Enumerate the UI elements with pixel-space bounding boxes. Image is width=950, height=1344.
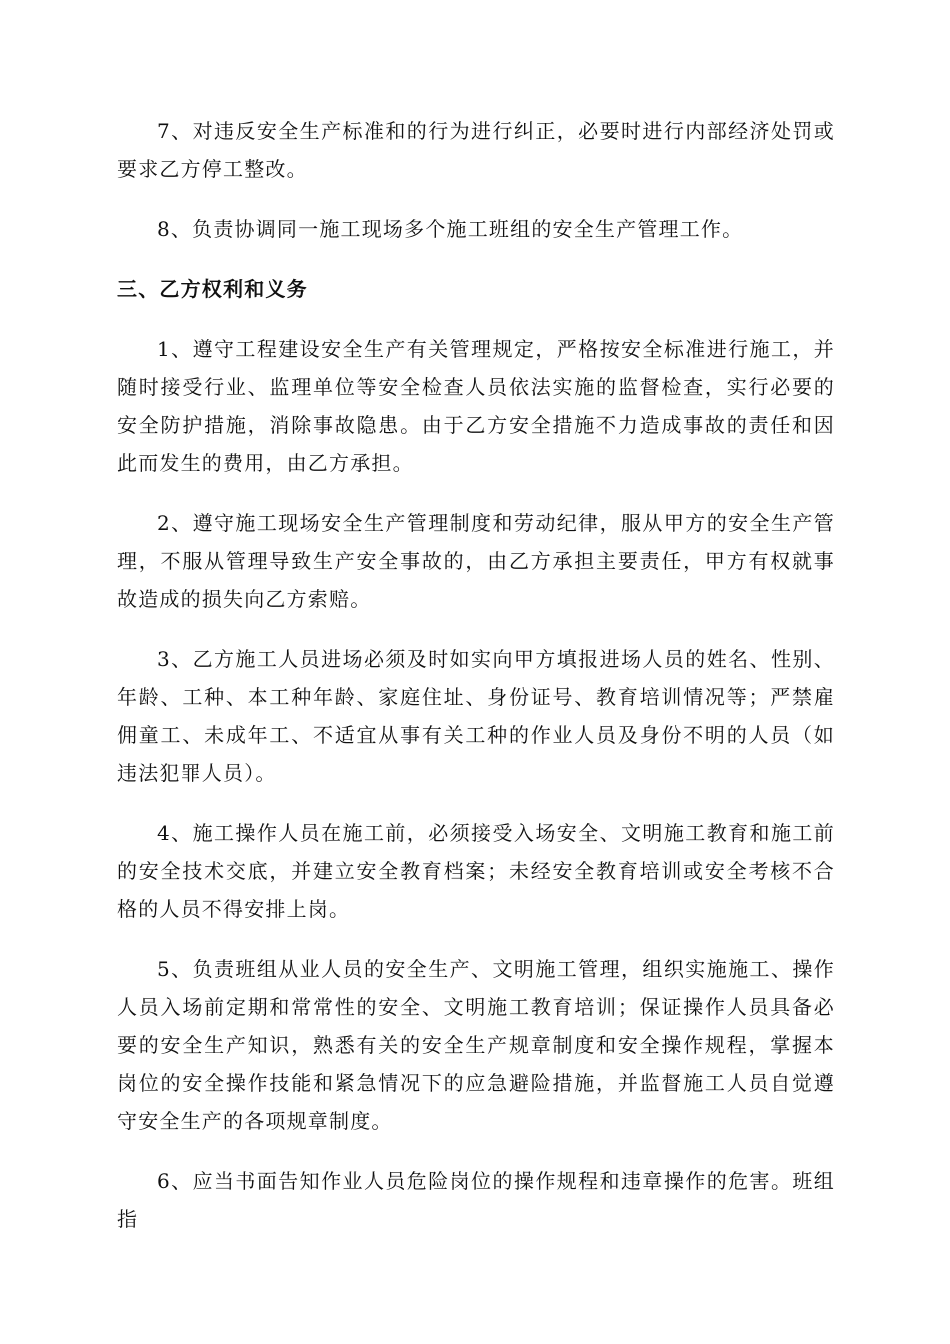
obligation-4-paragraph: 4、施工操作人员在施工前，必须接受入场安全、文明施工教育和施工前的安全技术交底，并建立安全教育档案；未经安全教育培训或安全考核不合格的人员不得安排上岗。	[117, 821, 835, 921]
clause-8-paragraph: 8、负责协调同一施工现场多个施工班组的安全生产管理工作。	[157, 217, 744, 241]
obligation-2-paragraph: 2、遵守施工现场安全生产管理制度和劳动纪律，服从甲方的安全生产管理，不服从管理导致生产安全事故的，由乙方承担主要责任，甲方有权就事故造成的损失向乙方索赔。	[117, 511, 835, 611]
document-body	[117, 112, 835, 1256]
section-heading: 三、乙方权利和义务	[117, 277, 308, 301]
obligation-5-paragraph: 5、负责班组从业人员的安全生产、文明施工管理，组织实施施工、操作人员入场前定期和常常性的安全、文明施工教育培训；保证操作人员具备必要的安全生产知识，熟悉有关的安全生产规章制度和安全操作规程，掌握本岗位的安全操作技能和紧急情况下的应急避险措施，并监督施工人员自觉遵守安全生产的各项规章制度。	[117, 957, 835, 1133]
obligation-1-paragraph: 1、遵守工程建设安全生产有关管理规定，严格按安全标准进行施工，并随时接受行业、监理单位等安全检查人员依法实施的监督检查，实行必要的安全防护措施，消除事故隐患。由于乙方安全措施不力造成事故的责任和因此而发生的费用，由乙方承担。	[117, 337, 835, 475]
clause-7-paragraph: 7、对违反安全生产标准和的行为进行纠正，必要时进行内部经济处罚或要求乙方停工整改。	[117, 119, 835, 181]
obligation-3-paragraph: 3、乙方施工人员进场必须及时如实向甲方填报进场人员的姓名、性别、年龄、工种、本工种年龄、家庭住址、身份证号、教育培训情况等；严禁雇佣童工、未成年工、不适宜从事有关工种的作业人员及身份不明的人员（如违法犯罪人员）。	[117, 647, 835, 785]
obligation-6-paragraph: 6、应当书面告知作业人员危险岗位的操作规程和违章操作的危害。班组指	[117, 1169, 835, 1231]
